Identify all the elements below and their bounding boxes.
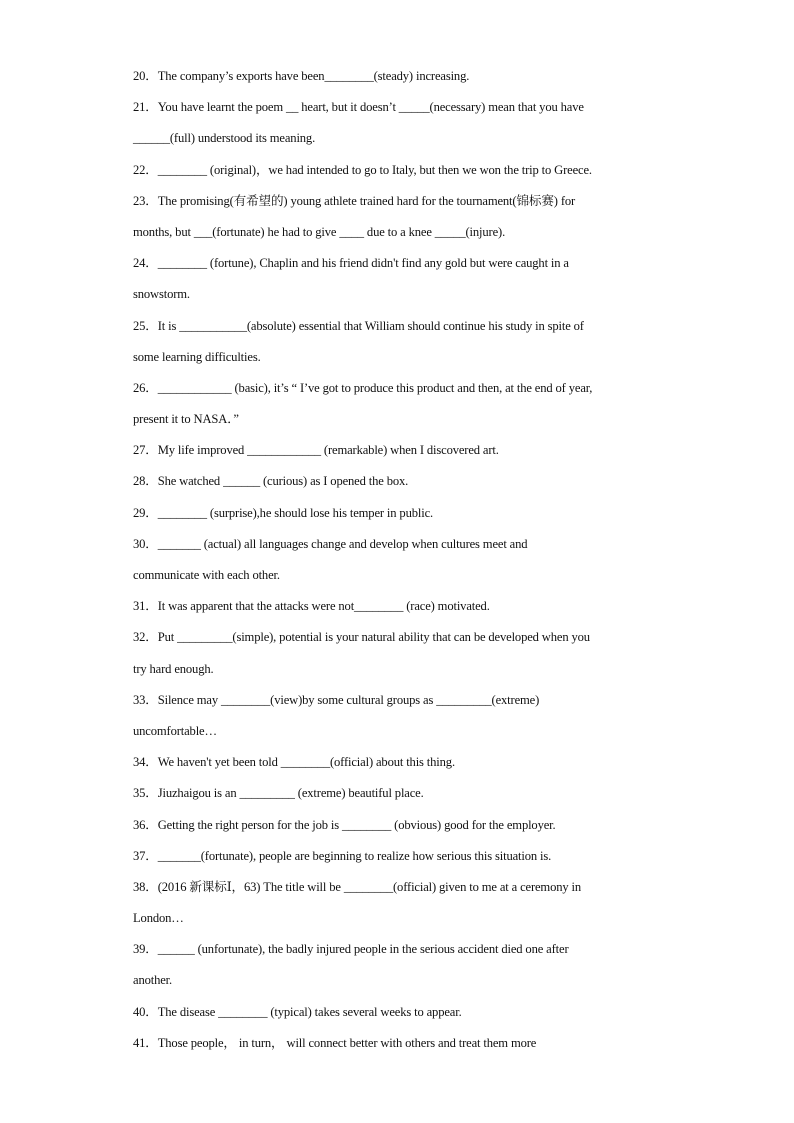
exercise-line: London… [133, 911, 184, 926]
exercise-line: 40．The disease ________ (typical) takes several weeks to appear. [133, 1004, 462, 1019]
exercise-line: 34．We haven't yet been told ________(official) about this thing. [133, 755, 455, 770]
exercise-line: 28．She watched ______ (curious) as I opened the box. [133, 474, 409, 489]
exercise-line: 27．My life improved ____________ (remarkable) when I discovered art. [133, 443, 499, 458]
exercise-line: communicate with each other. [133, 568, 280, 582]
exercise-line: 29．________ (surprise),he should lose his temper in public. [133, 505, 434, 520]
exercise-line: 39．______ (unfortunate), the badly injured people in the serious accident died one after [133, 942, 569, 957]
exercise-line: 20．The company’s exports have been________(steady) increasing. [133, 69, 470, 83]
exercise-line: 36．Getting the right person for the job is ________ (obvious) good for the employer. [133, 817, 556, 832]
exercise-line: try hard enough. [133, 661, 214, 676]
exercise-line: 37．_______(fortunate), people are beginning to realize how serious this situation is. [133, 848, 552, 863]
exercise-line: another. [133, 973, 173, 988]
exercise-line: 33．Silence may ________(view)by some cultural groups as _________(extreme) [133, 692, 540, 707]
exercise-line: 30．_______ (actual) all languages change and develop when cultures meet and [133, 536, 528, 551]
exercise-line: 25．It is ___________(absolute) essential that William should continue his study in spite of [133, 318, 584, 333]
exercise-line: 38．(2016 新课标Ⅰ，63) The title will be ________(official) given to me at a ceremony in [133, 879, 582, 894]
exercise-line: 22．________ (original)，we had intended to go to Italy, but then we won the trip to Greece. [133, 162, 592, 177]
exercise-line: 23．The promising(有希望的) young athlete trained hard for the tournament(锦标赛) for [133, 193, 576, 208]
exercise-line: 31．It was apparent that the attacks were not________ (race) motivated. [133, 599, 490, 614]
exercise-line: 35．Jiuzhaigou is an _________ (extreme) beautiful place. [133, 786, 424, 801]
exercise-line: ______(full) understood its meaning. [133, 131, 316, 146]
exercise-line: uncomfortable… [133, 723, 217, 738]
exercise-line: 32．Put _________(simple), potential is your natural ability that can be developed when you [133, 630, 590, 645]
exercise-line: 21．You have learnt the poem __ heart, but it doesn’t _____(necessary) mean that you have [133, 100, 584, 115]
exercise-line: 24．________ (fortune), Chaplin and his friend didn't find any gold but were caught in a [133, 256, 569, 271]
exercise-line: 26．____________ (basic), it’s “ I’ve got to produce this product and then, at the end of year, [133, 380, 593, 395]
exercise-line: 41．Those people， in turn， will connect better with others and treat them more [133, 1035, 537, 1050]
exercise-line: some learning difficulties. [133, 349, 261, 364]
exercise-line: months, but ___(fortunate) he had to give ____ due to a knee _____(injure). [133, 224, 506, 239]
exercise-line: snowstorm. [133, 287, 190, 302]
exercise-line: present it to NASA．” [133, 412, 239, 427]
exercise-list [133, 63, 673, 1061]
